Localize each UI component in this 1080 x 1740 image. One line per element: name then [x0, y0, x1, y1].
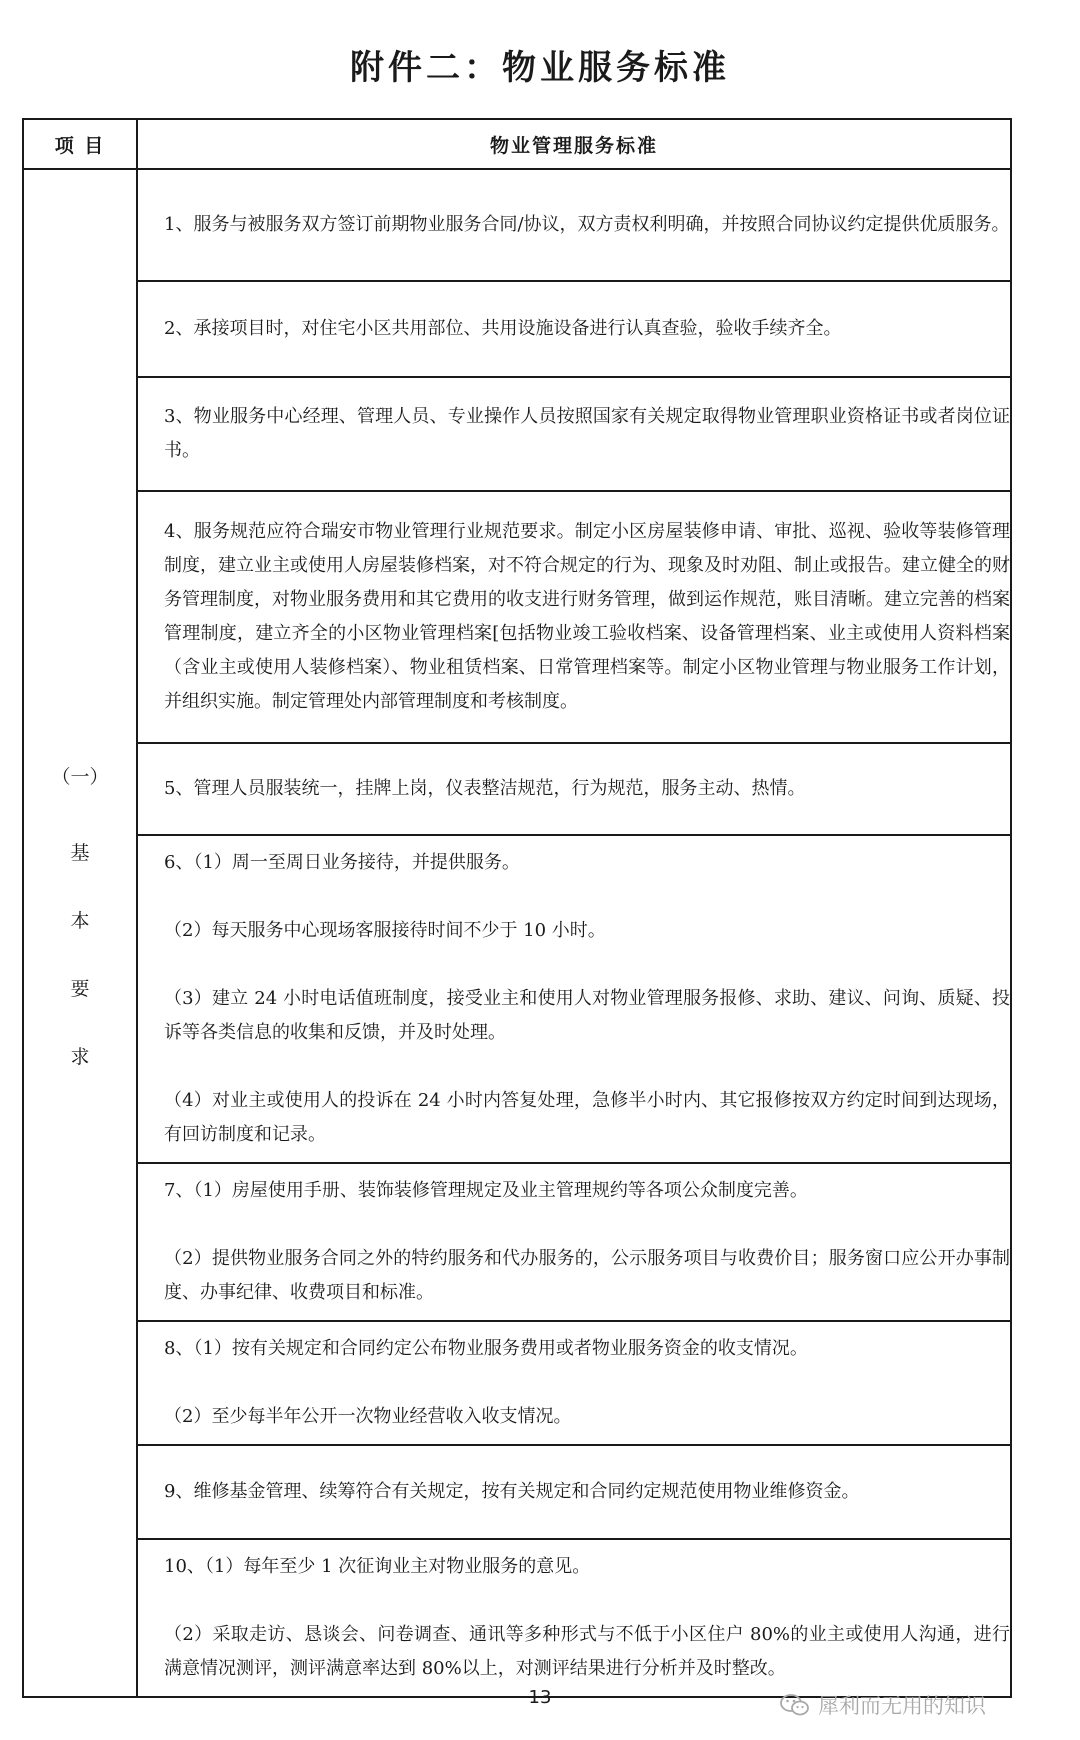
- table-row: [23, 1321, 1011, 1445]
- standard-text: （4）对业主或使用人的投诉在 24 小时内答复处理，急修半小时内、其它报修按双方约定时间到达现场，有回访制度和记录。: [164, 1090, 1010, 1145]
- standard-text: 3、物业服务中心经理、管理人员、专业操作人员按照国家有关规定取得物业管理职业资格证书或者岗位证书。: [164, 406, 1010, 461]
- standard-cell: [137, 377, 1011, 491]
- standard-cell: [137, 835, 1011, 1163]
- table-row: [23, 281, 1011, 377]
- table-row: [23, 377, 1011, 491]
- standard-cell: [137, 281, 1011, 377]
- standard-text: 9、维修基金管理、续筹符合有关规定，按有关规定和合同约定规范使用物业维修资金。: [164, 1481, 860, 1502]
- standard-text: 1、服务与被服务双方签订前期物业服务合同/协议，双方责权利明确，并按照合同协议约定提供优质服务。: [164, 214, 1010, 235]
- standard-text: 4、服务规范应符合瑞安市物业管理行业规范要求。制定小区房屋装修申请、审批、巡视、验收等装修管理制度，建立业主或使用人房屋装修档案，对不符合规定的行为、现象及时劝阻、制止或报告。建立健全的财务管理制度，对物业服务费用和其它费用的收支进行财务管理，做到运作规范，账目清晰。建立完善的档案管理制度，建立齐全的小区物业管理档案[包括物业竣工验收档案、设备管理档案、业主或使用人资料档案（含业主或使用人装修档案）、物业租赁档案、日常管理档案等。制定小区物业管理与物业服务工作计划，并组织实施。制定管理处内部管理制度和考核制度。: [164, 521, 1010, 712]
- page-title: 附件二：物业服务标准: [350, 48, 730, 88]
- category-number: （一）: [51, 766, 109, 788]
- watermark: [780, 1690, 986, 1720]
- watermark-text: 犀利而无用的知识: [818, 1694, 986, 1718]
- standard-text: 10、（1）每年至少 1 次征询业主对物业服务的意见。: [164, 1556, 591, 1577]
- standard-text: （2）每天服务中心现场客服接待时间不少于 10 小时。: [164, 920, 606, 941]
- page-number: 13: [528, 1687, 552, 1708]
- standard-text: （2）至少每半年公开一次物业经营收入收支情况。: [164, 1406, 572, 1427]
- standard-text: （3）建立 24 小时电话值班制度，接受业主和使用人对物业管理服务报修、求助、建议、问询、质疑、投诉等各类信息的收集和反馈，并及时处理。: [164, 988, 1010, 1043]
- header-standard: 物业管理服务标准: [137, 119, 1011, 169]
- table-row: [23, 169, 1011, 281]
- category-char: 本: [70, 910, 90, 932]
- standard-text: 7、（1）房屋使用手册、装饰装修管理规定及业主管理规约等各项公众制度完善。: [164, 1180, 808, 1201]
- table-row: [23, 743, 1011, 835]
- standard-text: 6、（1）周一至周日业务接待，并提供服务。: [164, 852, 520, 873]
- table-header-row: [23, 119, 1011, 169]
- category-char: 基: [70, 842, 90, 864]
- wechat-icon: [780, 1693, 810, 1717]
- standard-text: （2）提供物业服务合同之外的特约服务和代办服务的，公示服务项目与收费价目；服务窗口应公开办事制度、办事纪律、收费项目和标准。: [164, 1248, 1010, 1303]
- standard-text: 2、承接项目时，对住宅小区共用部位、共用设施设备进行认真查验，验收手续齐全。: [164, 318, 842, 339]
- standard-cell: [137, 1445, 1011, 1539]
- category-char: 求: [70, 1046, 90, 1068]
- table-row: [23, 1445, 1011, 1539]
- table-row: [23, 491, 1011, 743]
- header-item: 项 目: [23, 119, 137, 169]
- table-row: [23, 1539, 1011, 1697]
- table-row: [23, 835, 1011, 1163]
- standard-text: 5、管理人员服装统一，挂牌上岗，仪表整洁规范，行为规范，服务主动、热情。: [164, 778, 806, 799]
- standard-cell: [137, 1163, 1011, 1321]
- table-row: [23, 1163, 1011, 1321]
- category-cell: [23, 169, 137, 1697]
- standard-text: （2）采取走访、恳谈会、问卷调查、通讯等多种形式与不低于小区住户 80%的业主或使用人沟通，进行满意情况测评，测评满意率达到 80%以上，对测评结果进行分析并及时整改。: [164, 1624, 1010, 1679]
- service-standard-table: [22, 118, 1012, 1698]
- standard-text: 8、（1）按有关规定和合同约定公布物业服务费用或者物业服务资金的收支情况。: [164, 1338, 808, 1359]
- standard-cell: [137, 491, 1011, 743]
- standard-cell: [137, 1539, 1011, 1697]
- category-char: 要: [70, 978, 90, 1000]
- standard-cell: [137, 743, 1011, 835]
- standard-cell: [137, 1321, 1011, 1445]
- standard-cell: [137, 169, 1011, 281]
- table-body: [23, 169, 1011, 1697]
